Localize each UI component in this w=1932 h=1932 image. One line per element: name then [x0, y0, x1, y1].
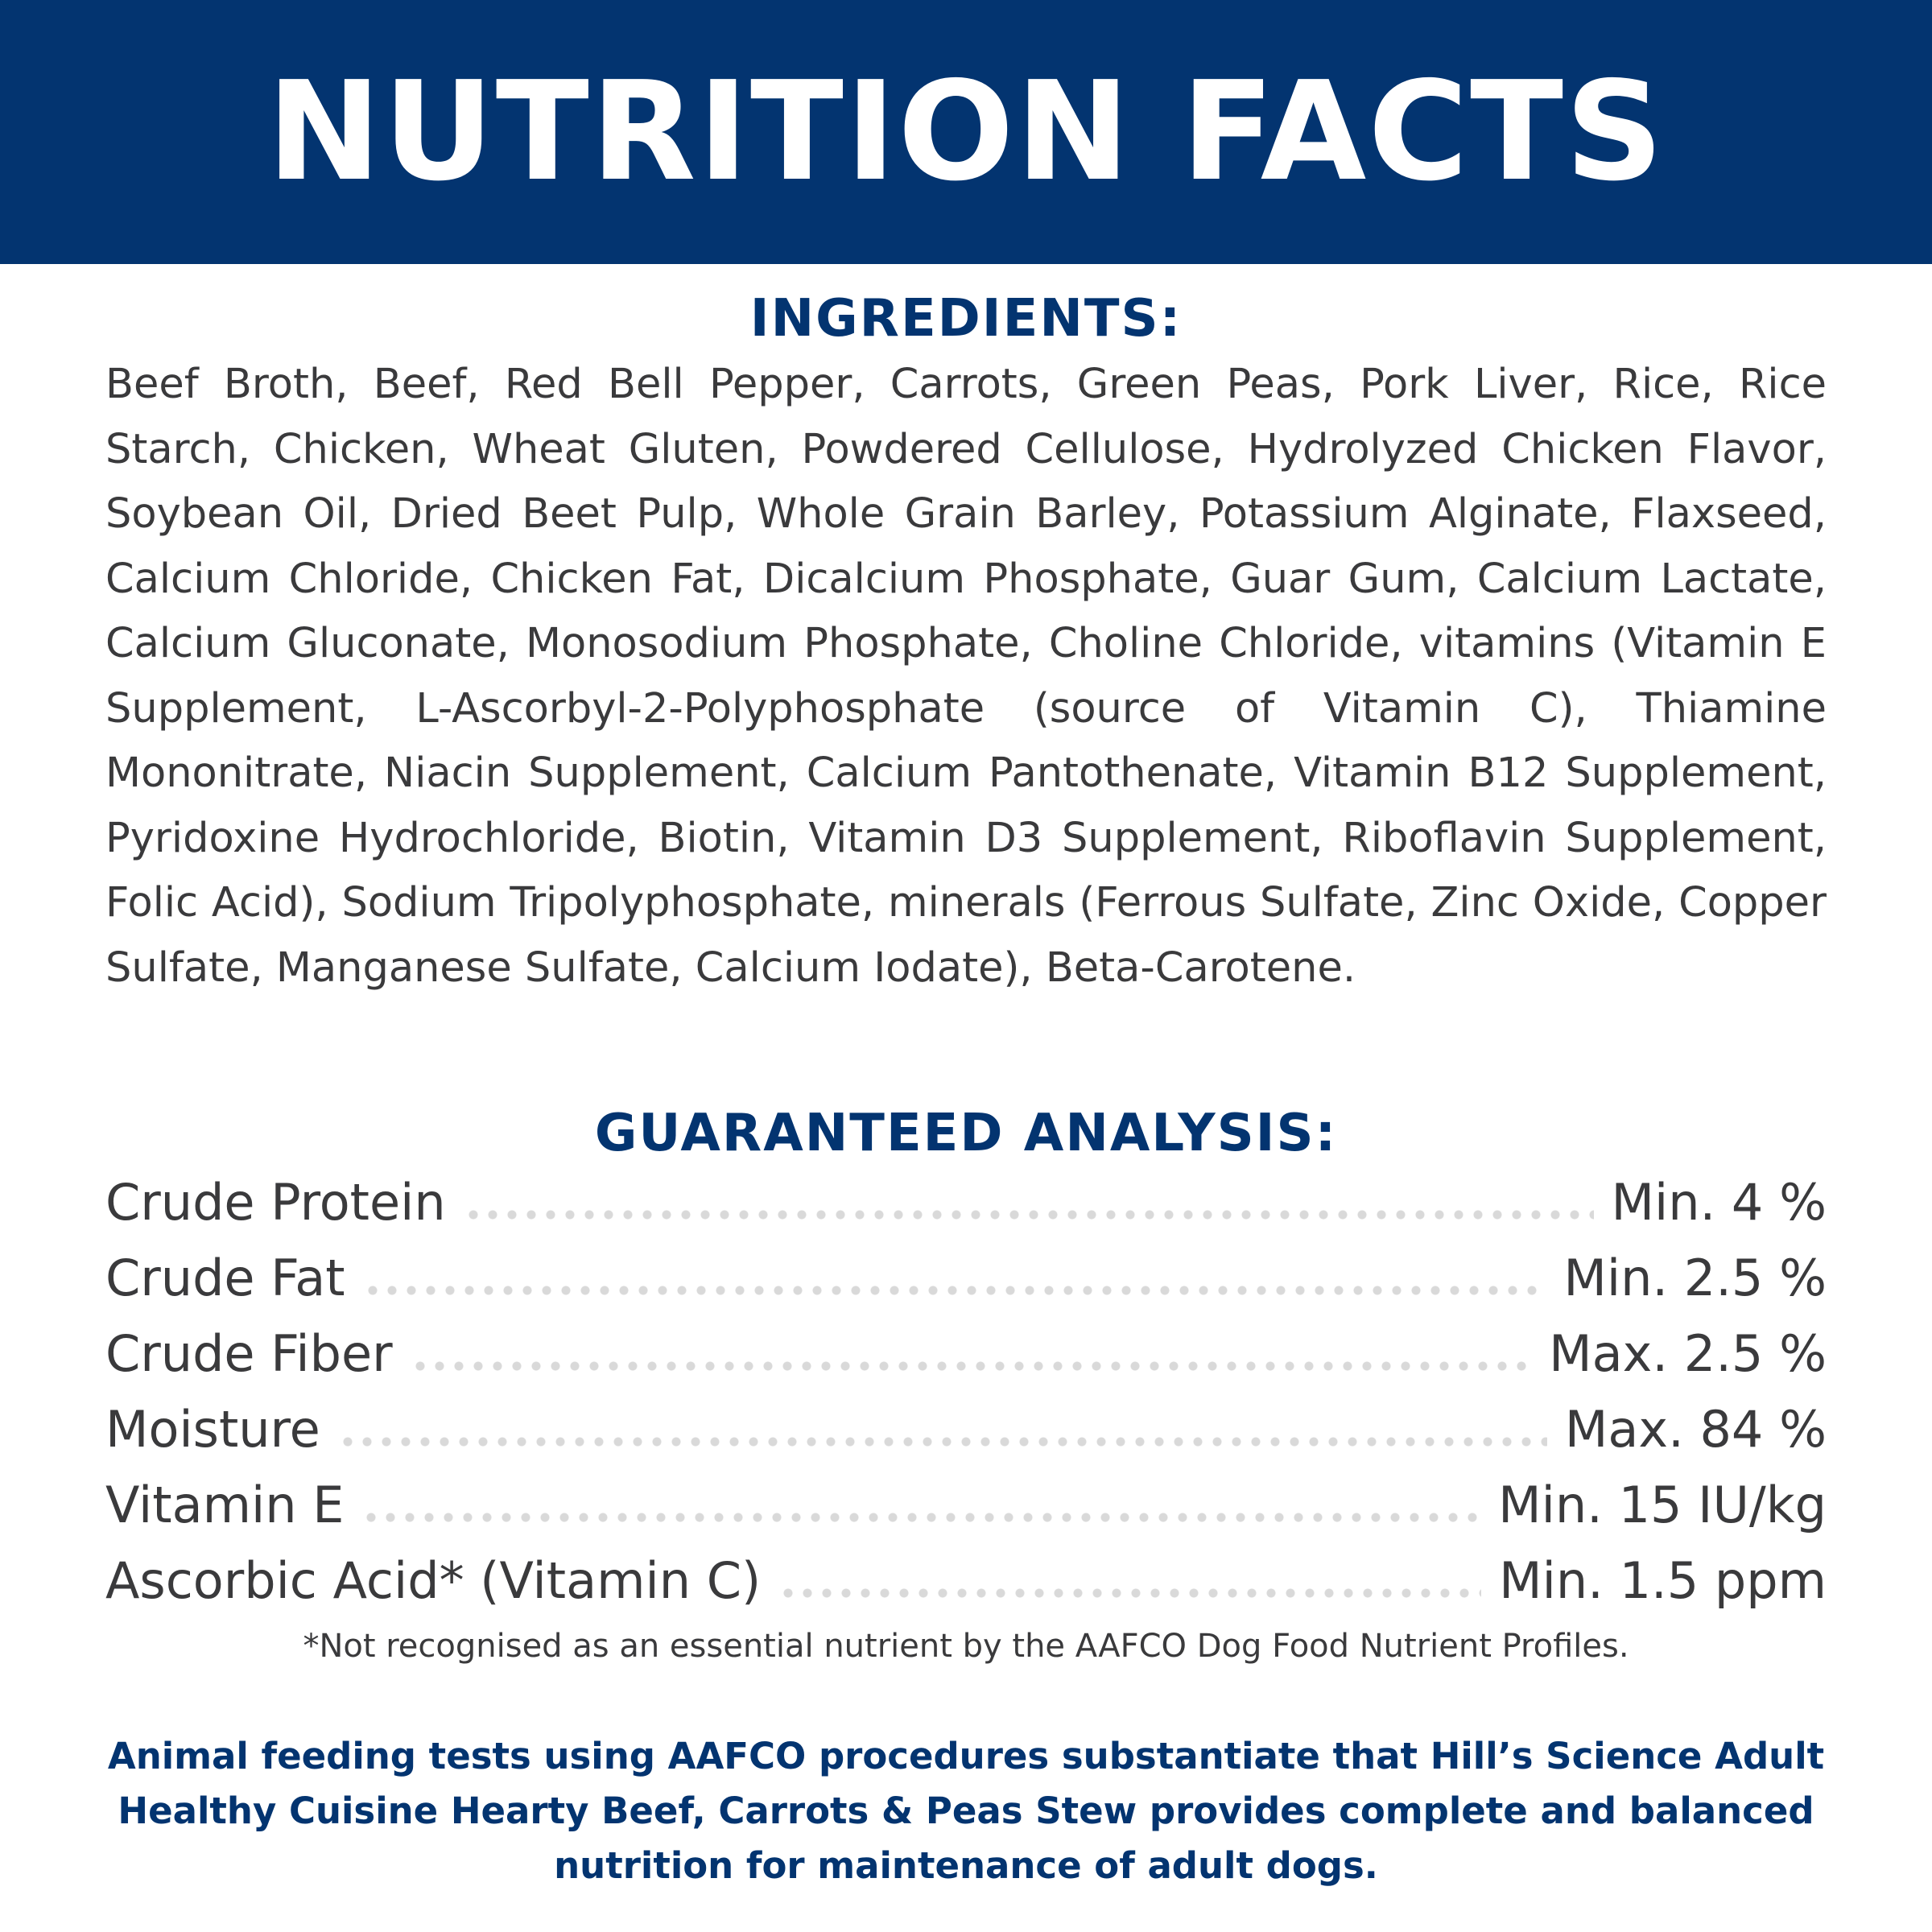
- aafco-statement: Animal feeding tests using AAFCO procedures substantiate that Hill’s Science Adult Healthy Cuisine Hearty Beef, Carrots & Peas Stew provides complete and balanced nutrition for maintenance of adult dogs.: [107, 1735, 1825, 1887]
- analysis-label: Crude Fiber: [105, 1324, 393, 1383]
- analysis-row-moisture: [105, 1392, 1827, 1468]
- leader-dots: [464, 1209, 1594, 1220]
- guaranteed-analysis-heading: GUARANTEED ANALYSIS:: [594, 1104, 1338, 1163]
- header-banner: [0, 0, 1932, 264]
- analysis-value: Max. 2.5 %: [1549, 1324, 1827, 1383]
- analysis-value: Min. 15 IU/kg: [1498, 1476, 1827, 1534]
- analysis-value: Min. 4 %: [1611, 1173, 1827, 1232]
- analysis-label: Ascorbic Acid* (Vitamin C): [105, 1551, 762, 1610]
- ingredients-heading: INGREDIENTS:: [749, 289, 1183, 349]
- analysis-label: Moisture: [105, 1400, 320, 1459]
- leader-dots: [363, 1285, 1546, 1296]
- analysis-label: Vitamin E: [105, 1476, 345, 1534]
- leader-dots: [411, 1360, 1532, 1372]
- analysis-label: Crude Protein: [105, 1173, 446, 1232]
- analysis-row-ascorbic-acid: [105, 1543, 1827, 1619]
- guaranteed-analysis-table: [105, 1165, 1827, 1619]
- page-title: NUTRITION FACTS: [266, 52, 1666, 212]
- analysis-row-crude-fiber: [105, 1316, 1827, 1392]
- analysis-row-crude-fat: [105, 1241, 1827, 1316]
- analysis-row-vitamin-e: [105, 1468, 1827, 1543]
- leader-dots: [338, 1436, 1547, 1447]
- analysis-row-crude-protein: [105, 1165, 1827, 1241]
- analysis-value: Min. 1.5 ppm: [1499, 1551, 1827, 1610]
- analysis-label: Crude Fat: [105, 1249, 345, 1307]
- leader-dots: [778, 1587, 1481, 1599]
- analysis-value: Min. 2.5 %: [1563, 1249, 1827, 1307]
- analysis-value: Max. 84 %: [1564, 1400, 1827, 1459]
- leader-dots: [361, 1512, 1480, 1523]
- ingredients-list: Beef Broth, Beef, Red Bell Pepper, Carrots, Green Peas, Pork Liver, Rice, Rice Starch, Chicken, Wheat Gluten, Powdered Cellulose, Hydrolyzed Chicken Flavor, Soybean Oil, Dried Beet Pulp, Whole Grain Barley, Potassium Alginate, Flaxseed, Calcium Chloride, Chicken Fat, Dicalcium Phosphate, Guar Gum, Calcium Lactate, Calcium Gluconate, Monosodium Phosphate, Choline Chloride, vitamins (Vitamin E Supplement, L-Ascorbyl-2-Polyphosphate (source of Vitamin C), Thiamine Mononitrate, Niacin Supplement, Calcium Pantothenate, Vitamin B12 Supplement, Pyridoxine Hydrochloride, Biotin, Vitamin D3 Supplement, Riboflavin Supplement, Folic Acid), Sodium Tripolyphosphate, minerals (Ferrous Sulfate, Zinc Oxide, Copper Sulfate, Manganese Sulfate, Calcium Iodate), Beta-Carotene.: [105, 361, 1827, 992]
- footnote: *Not recognised as an essential nutrient by the AAFCO Dog Food Nutrient Profiles.: [303, 1628, 1629, 1665]
